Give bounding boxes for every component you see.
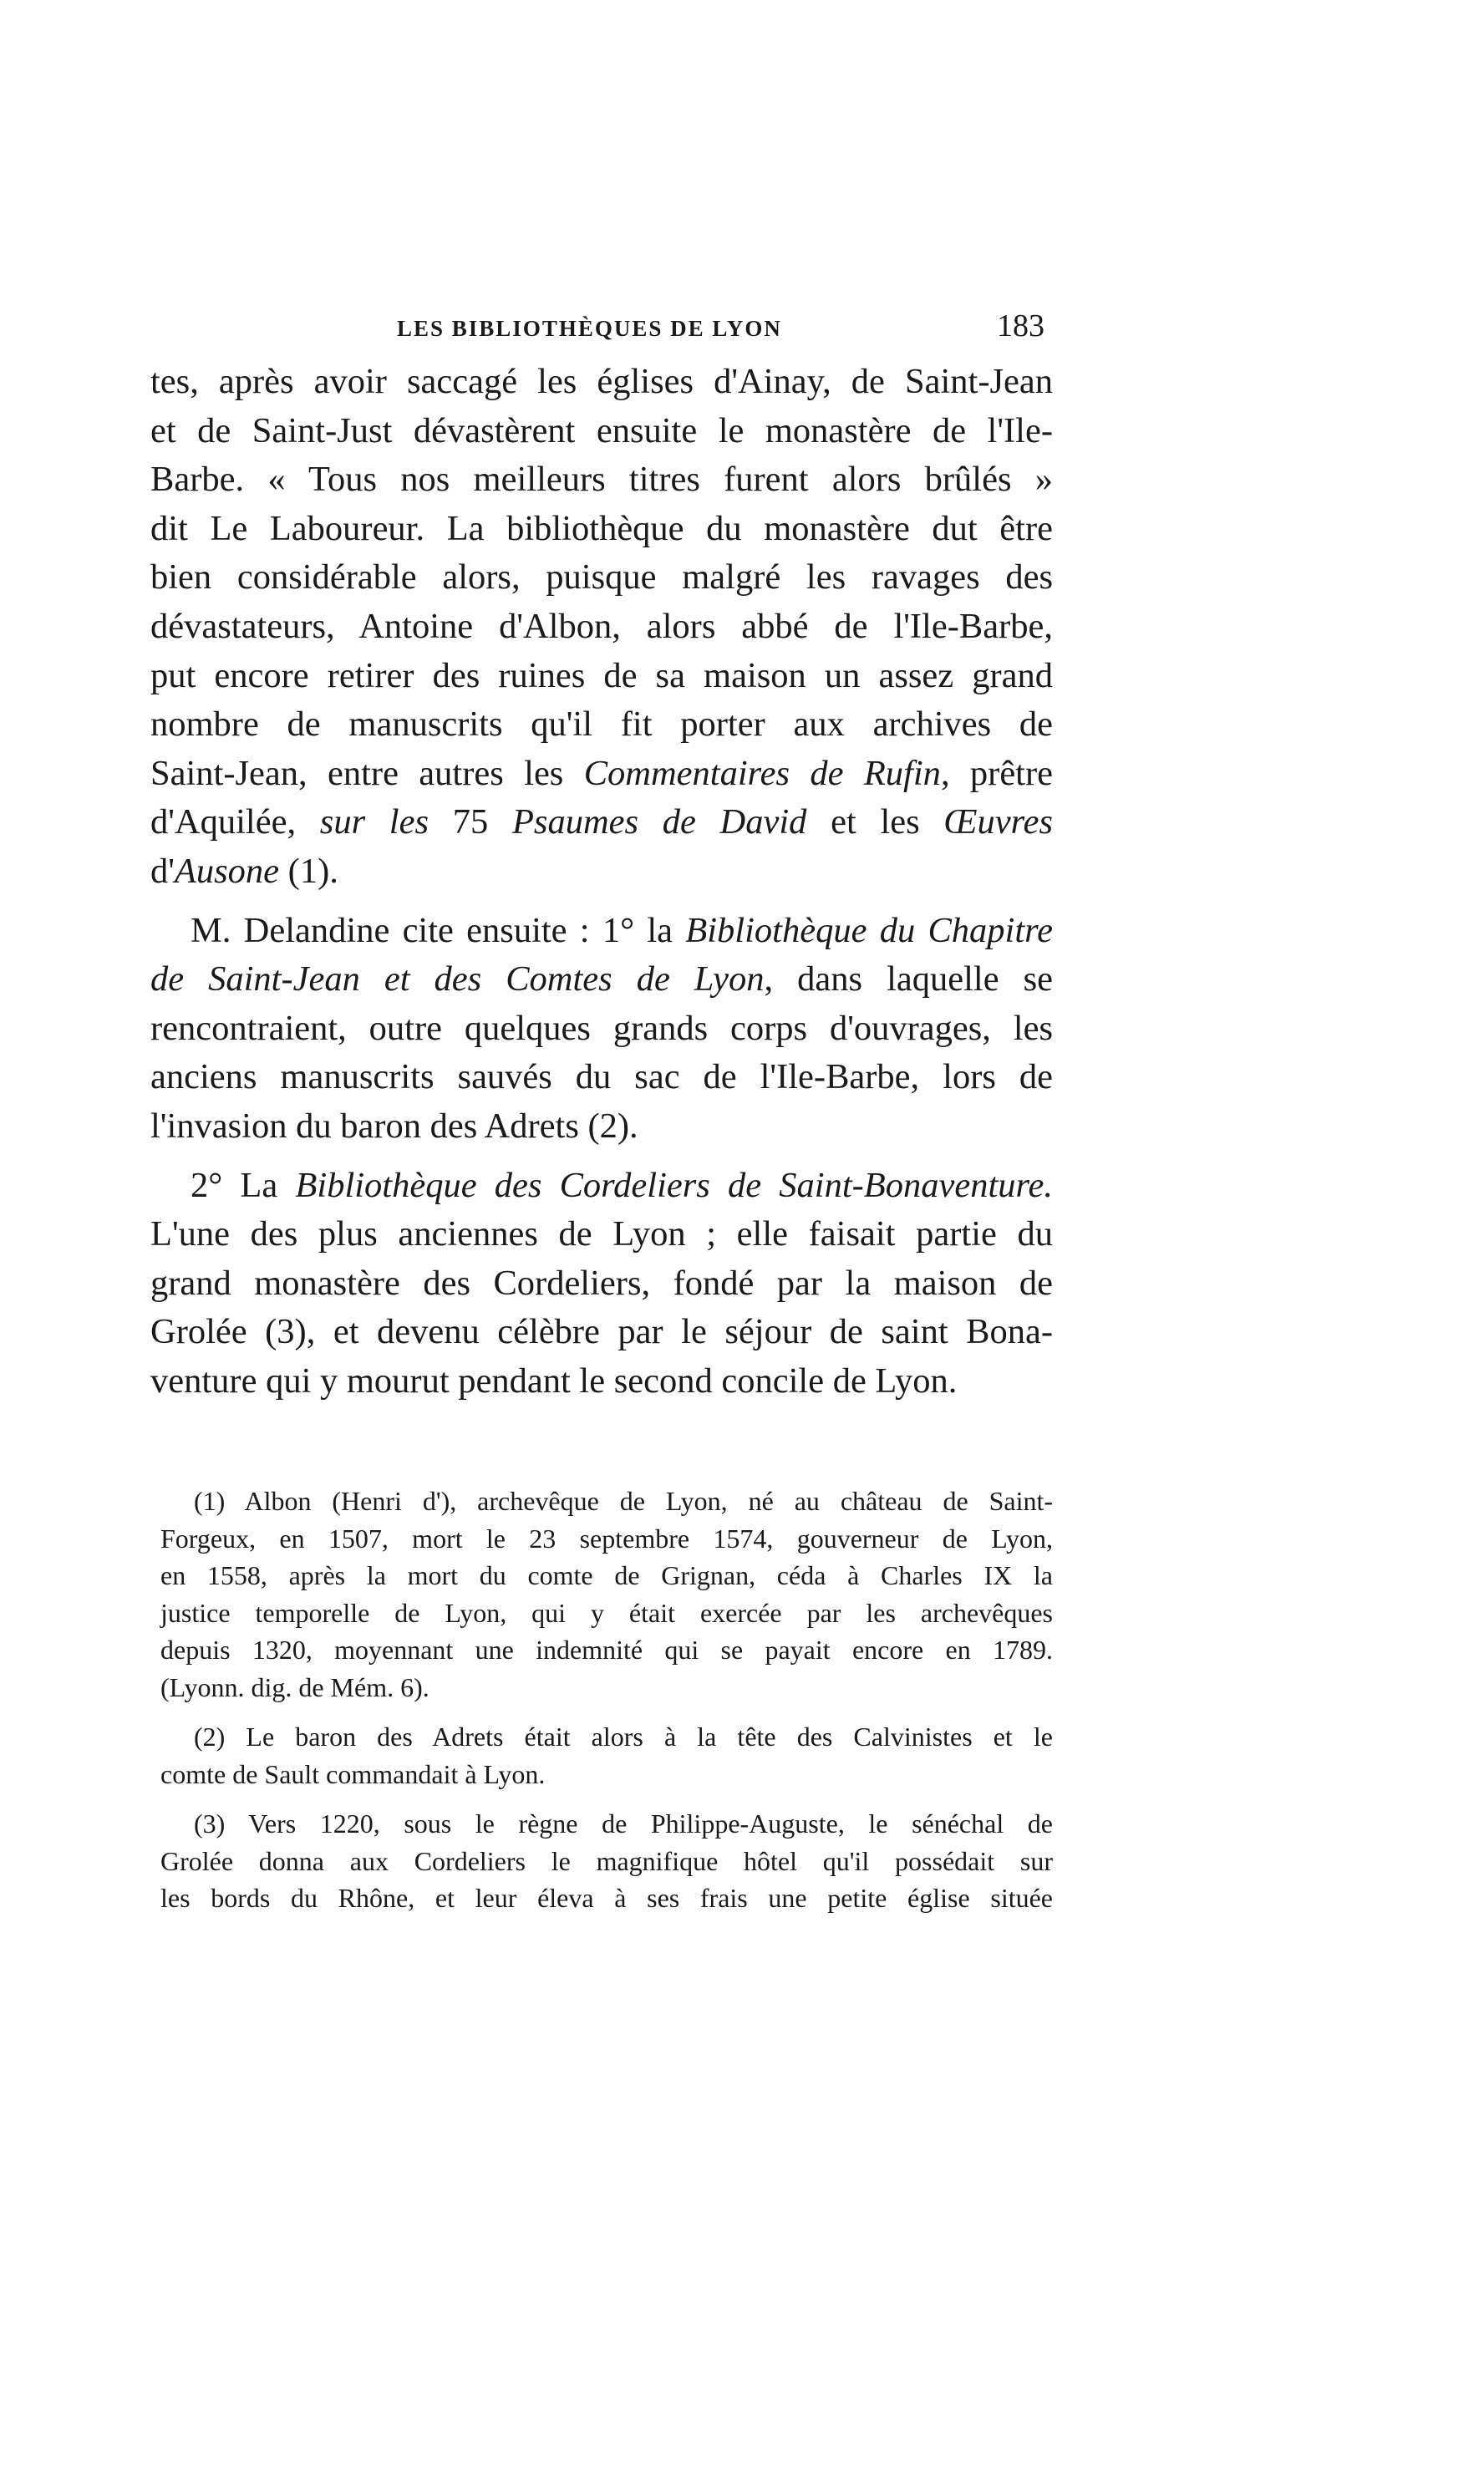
footnote-1 xyxy=(160,1483,1053,1706)
footnote-line: Forgeux, en 1507, mort le 23 septembre 1574, gouverneur de Lyon, xyxy=(160,1523,1053,1554)
footnote-line: les bords du Rhône, et leur éleva à ses frais une petite église située xyxy=(160,1883,1053,1913)
footnote-line: justice temporelle de Lyon, qui y était exercée par les archevêques xyxy=(160,1597,1053,1628)
footnotes xyxy=(160,1483,1053,1917)
italic-title: de Saint-Jean et des Comtes de Lyon xyxy=(150,959,765,999)
footnote-line: (Lyonn. dig. de Mém. 6). xyxy=(160,1671,429,1702)
italic-title: Bibliothèque du Chapitre xyxy=(685,910,1053,950)
text-line: et de Saint-Just dévastèrent ensuite le monastère de l'Ile- xyxy=(150,410,1053,450)
text-segment: Saint-Jean, entre autres les xyxy=(150,753,584,793)
italic-title: Œuvres xyxy=(943,802,1054,842)
text-segment: , prêtre xyxy=(940,753,1054,793)
text-line: rencontraient, outre quelques grands corps d'ouvrages, les xyxy=(150,1008,1053,1048)
text-segment: 2° La xyxy=(191,1165,296,1205)
text-segment: d'Aquilée, xyxy=(150,802,320,842)
text-line: bien considérable alors, puisque malgré les ravages des xyxy=(150,557,1053,598)
italic-title: Bibliothèque des Cordeliers de Saint-Bonaventure. xyxy=(295,1165,1053,1205)
text-line: dévastateurs, Antoine d'Albon, alors abbé de l'Ile-Barbe, xyxy=(150,606,1053,646)
footnote-line: (3) Vers 1220, sous le règne de Philippe-Auguste, le sénéchal de xyxy=(194,1808,1053,1839)
text-line: nombre de manuscrits qu'il fit porter aux archives de xyxy=(150,704,1053,745)
text-line: Grolée (3), et devenu célèbre par le séjour de saint Bona- xyxy=(150,1312,1053,1352)
footnote-ref: (1). xyxy=(279,851,338,891)
footnote-spacer xyxy=(160,1793,1053,1805)
footnote-2 xyxy=(160,1718,1053,1793)
text-line: tes, après avoir saccagé les églises d'Ainay, de Saint-Jean xyxy=(150,362,1053,401)
footnote-line: Grolée donna aux Cordeliers le magnifique hôtel qu'il possédait sur xyxy=(160,1845,1053,1876)
footnote-line: (1) Albon (Henri d'), archevêque de Lyon, né au château de Saint- xyxy=(194,1486,1053,1516)
text-line xyxy=(150,798,1053,847)
text-line: L'une des plus anciennes de Lyon ; elle faisait partie du xyxy=(150,1214,1053,1254)
paragraph-spacer xyxy=(150,1152,1053,1162)
italic-title: Psaumes de David xyxy=(511,802,807,842)
italic-title: Commentaires de Rufin xyxy=(583,753,941,793)
body-text xyxy=(150,358,1053,1406)
text-line xyxy=(150,907,1053,956)
text-line: l'invasion du baron des Adrets (2). xyxy=(150,1106,638,1146)
paragraph-2 xyxy=(150,907,1053,1152)
footnote-line: comte de Sault commandait à Lyon. xyxy=(160,1758,546,1789)
paragraph-3 xyxy=(150,1162,1053,1406)
paragraph-1 xyxy=(150,358,1053,897)
text-line xyxy=(150,847,1053,897)
text-line: venture qui y mourut pendant le second concile de Lyon. xyxy=(150,1361,958,1401)
page-number: 183 xyxy=(997,308,1044,343)
text-segment: d' xyxy=(150,851,175,891)
text-line xyxy=(150,750,1053,799)
text-segment: , dans laquelle se xyxy=(764,959,1053,999)
running-title: LES BIBLIOTHÈQUES DE LYON xyxy=(397,316,782,341)
text-line: dit Le Laboureur. La bibliothèque du monastère dut être xyxy=(150,508,1053,548)
footnote-line: (2) Le baron des Adrets était alors à la tête des Calvinistes et le xyxy=(194,1722,1053,1752)
text-segment: M. Delandine cite ensuite : 1° la xyxy=(191,910,686,950)
text-line: anciens manuscrits sauvés du sac de l'Ile-Barbe, lors de xyxy=(150,1057,1053,1097)
text-segment: et les xyxy=(806,802,944,842)
footnote-line: depuis 1320, moyennant une indemnité qui se payait encore en 1789. xyxy=(160,1635,1053,1665)
text-line: put encore retirer des ruines de sa maison un assez grand xyxy=(150,655,1053,695)
text-line: Barbe. « Tous nos meilleurs titres furent alors brûlés » xyxy=(150,460,1053,500)
text-line: grand monastère des Cordeliers, fondé par la maison de xyxy=(150,1263,1053,1303)
italic-title: Ausone xyxy=(174,851,280,891)
footnote-spacer xyxy=(160,1706,1053,1718)
italic-title: sur les xyxy=(319,802,429,842)
footnote-3 xyxy=(160,1805,1053,1917)
running-head xyxy=(150,308,1070,349)
text-segment: 75 xyxy=(429,802,512,842)
paragraph-spacer xyxy=(150,897,1053,907)
text-line xyxy=(150,1162,1053,1211)
footnote-line: en 1558, après la mort du comte de Grignan, céda à Charles IX la xyxy=(160,1560,1053,1590)
text-line xyxy=(150,955,1053,1005)
